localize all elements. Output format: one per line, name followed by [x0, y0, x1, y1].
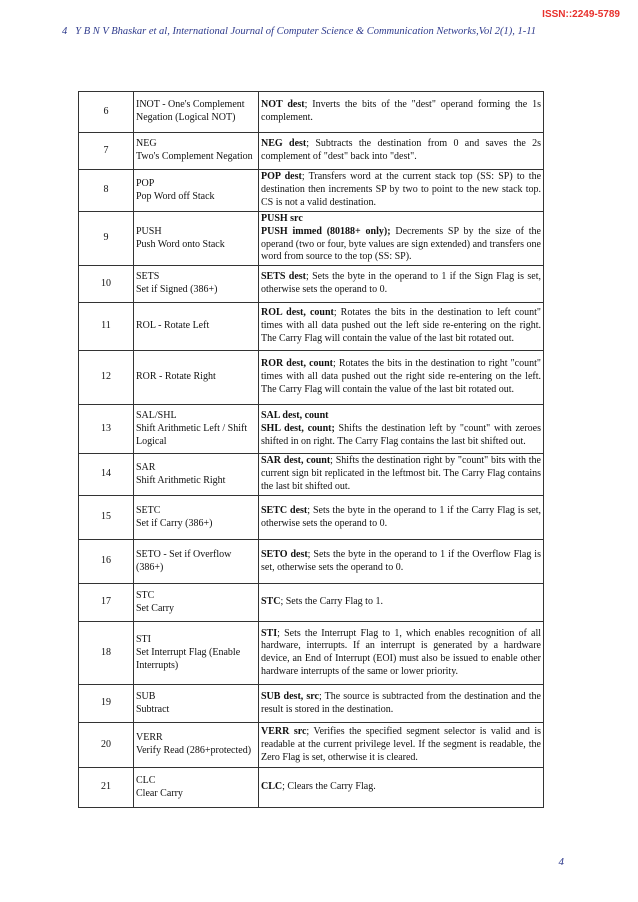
instruction-mnemonic: SUB: [136, 690, 156, 702]
instruction-name: Verify Read (286+protected): [136, 745, 252, 757]
description-cell: [259, 351, 544, 405]
instruction-description: ; Sets the Interrupt Flag to 1, which enables recognition of all hardware, interrupts. If an interrupt is generated by a hardware device, an End of Interrupt (EOI) must also be issued to enable other hardware interrupts of the same or lower priority.: [261, 627, 541, 677]
table-row: [79, 685, 544, 723]
instruction-name: Pop Word off Stack: [136, 190, 215, 202]
row-number: 15: [79, 496, 134, 540]
instruction-name: Subtract: [136, 703, 170, 715]
instruction-syntax: POP dest: [261, 171, 302, 183]
instruction-cell: [134, 212, 259, 266]
instruction-description: ; Rotates the bits in the destination to right "count" times with all data pushed out the right side re-entering on the left. The Carry Flag will contain the value of the last bit rotated out.: [261, 358, 541, 396]
instruction-cell: [134, 540, 259, 584]
table-row: [79, 454, 544, 496]
description-cell: [259, 170, 544, 212]
instruction-syntax: NEG dest: [261, 138, 307, 150]
instruction-syntax: PUSH src: [261, 213, 303, 224]
instruction-mnemonic: SETC: [136, 504, 161, 516]
instruction-mnemonic: STC: [136, 589, 155, 601]
instruction-syntax: SETO dest: [261, 548, 308, 560]
instruction-name: Set if Signed (386+): [136, 284, 218, 296]
description-cell: [259, 405, 544, 454]
instruction-cell: [134, 303, 259, 351]
table-row: [79, 496, 544, 540]
row-number: 21: [79, 768, 134, 808]
row-number: 8: [79, 170, 134, 212]
table-row: [79, 405, 544, 454]
instruction-description: Decrements SP by the size of the operand (two or four, byte values are sign extended) and transfers one word from source to the top (SS: SP).: [261, 225, 541, 263]
instruction-name: Shift Arithmetic Right: [136, 474, 226, 486]
description-cell: [259, 496, 544, 540]
running-header: [62, 26, 588, 37]
instruction-mnemonic: SETS: [136, 271, 160, 283]
instruction-cell: [134, 768, 259, 808]
header-page-number: 4: [62, 26, 68, 37]
instruction-syntax: NOT dest: [261, 99, 305, 111]
instruction-table: [78, 91, 544, 808]
instruction-syntax: VERR src: [261, 725, 307, 737]
instruction-cell: [134, 496, 259, 540]
instruction-table-body: [79, 92, 544, 808]
description-cell: [259, 92, 544, 133]
row-number: 13: [79, 405, 134, 454]
table-row: [79, 92, 544, 133]
description-cell: [259, 454, 544, 496]
instruction-mnemonic: SAL/SHL: [136, 409, 177, 421]
row-number: 14: [79, 454, 134, 496]
table-row: [79, 540, 544, 584]
instruction-syntax: SAR dest, count: [261, 455, 331, 467]
instruction-syntax-alt: SHL dest, count;: [261, 422, 335, 434]
instruction-mnemonic: NEG: [136, 138, 157, 150]
instruction-description: ; The source is subtracted from the destination and the result is stored in the destination.: [261, 690, 541, 715]
instruction-mnemonic: ROR - Rotate Right: [136, 371, 216, 383]
instruction-syntax: ROR dest, count: [261, 358, 333, 370]
instruction-syntax: SUB dest, src: [261, 690, 319, 702]
instruction-description: Shifts the destination left by "count" with zeroes shifted in on right. The Carry Flag contains the last bit shifted out.: [261, 422, 541, 447]
table-row: [79, 622, 544, 685]
instruction-mnemonic: SAR: [136, 461, 156, 473]
description-cell: [259, 540, 544, 584]
instruction-description: ; Sets the byte in the operand to 1 if the Overflow Flag is set, otherwise sets the operand to 0.: [261, 548, 541, 573]
instruction-description: ; Subtracts the destination from 0 and saves the 2s complement of "dest" back into "dest".: [261, 138, 541, 162]
table-row: [79, 212, 544, 266]
row-number: 16: [79, 540, 134, 584]
journal-citation: Y B N V Bhaskar et al, International Journal of Computer Science & Communication Networks,Vol 2(1), 1-11: [75, 26, 536, 37]
table-row: [79, 170, 544, 212]
instruction-mnemonic: STI: [136, 633, 151, 645]
instruction-name: Clear Carry: [136, 787, 183, 799]
instruction-name: Shift Arithmetic Left / Shift Logical: [136, 422, 248, 447]
table-row: [79, 266, 544, 303]
instruction-mnemonic: SETO - Set if Overflow (386+): [136, 548, 232, 573]
instruction-syntax: SETS dest: [261, 271, 306, 283]
instruction-description: ; Sets the Carry Flag to 1.: [280, 596, 383, 608]
instruction-syntax: STI: [261, 627, 278, 639]
instruction-name: Set if Carry (386+): [136, 517, 213, 529]
instruction-syntax: STC: [261, 596, 281, 608]
description-cell: [259, 768, 544, 808]
row-number: 10: [79, 266, 134, 303]
instruction-mnemonic: VERR: [136, 732, 163, 744]
instruction-cell: [134, 584, 259, 622]
row-number: 6: [79, 92, 134, 133]
description-cell: [259, 584, 544, 622]
instruction-description: ; Shifts the destination right by "count" bits with the current sign bit replicated in the leftmost bit. The Carry Flag contains the last bit shifted out.: [261, 455, 541, 493]
instruction-syntax-alt: PUSH immed (80188+ only);: [261, 225, 391, 237]
instruction-description: ; Verifies the specified segment selector is valid and is readable at the current privilege level. If the segment is readable, the Zero Flag is set, otherwise it is cleared.: [261, 725, 541, 763]
instruction-description: ; Transfers word at the current stack top (SS: SP) to the destination then increments SP by two to point to the new stack top. CS is not a valid destination.: [261, 171, 542, 208]
row-number: 17: [79, 584, 134, 622]
instruction-description: ; Sets the byte in the operand to 1 if the Sign Flag is set, otherwise sets the operand to 0.: [261, 271, 541, 296]
instruction-cell: [134, 405, 259, 454]
table-row: [79, 723, 544, 768]
table-row: [79, 303, 544, 351]
description-cell: [259, 266, 544, 303]
instruction-syntax: SAL dest, count: [261, 409, 329, 421]
issn-label: ISSN::2249-5789: [542, 9, 620, 20]
row-number: 18: [79, 622, 134, 685]
instruction-syntax: ROL dest, count: [261, 307, 334, 319]
instruction-cell: [134, 723, 259, 768]
row-number: 9: [79, 212, 134, 266]
instruction-cell: [134, 170, 259, 212]
instruction-name: Two's Complement Negation: [136, 151, 253, 162]
instruction-description: ; Sets the byte in the operand to 1 if the Carry Flag is set, otherwise sets the operand to 0.: [261, 504, 541, 529]
description-cell: [259, 622, 544, 685]
instruction-mnemonic: PUSH: [136, 225, 162, 237]
table-row: [79, 768, 544, 808]
instruction-cell: [134, 685, 259, 723]
instruction-cell: [134, 92, 259, 133]
row-number: 12: [79, 351, 134, 405]
instruction-cell: [134, 266, 259, 303]
instruction-mnemonic: INOT - One's Complement Negation (Logical NOT): [136, 99, 245, 123]
row-number: 7: [79, 133, 134, 170]
instruction-mnemonic: CLC: [136, 774, 156, 786]
description-cell: [259, 685, 544, 723]
description-cell: [259, 723, 544, 768]
instruction-name: Push Word onto Stack: [136, 238, 225, 250]
instruction-name: Set Carry: [136, 602, 175, 614]
instruction-description: ; Clears the Carry Flag.: [282, 781, 376, 793]
instruction-mnemonic: ROL - Rotate Left: [136, 320, 210, 332]
description-cell: [259, 212, 544, 266]
instruction-name: Set Interrupt Flag (Enable Interrupts): [136, 646, 241, 671]
instruction-cell: [134, 454, 259, 496]
row-number: 19: [79, 685, 134, 723]
table-row: [79, 133, 544, 170]
instruction-syntax: CLC: [261, 781, 283, 793]
row-number: 11: [79, 303, 134, 351]
instruction-syntax: SETC dest: [261, 504, 308, 516]
table-row: [79, 584, 544, 622]
row-number: 20: [79, 723, 134, 768]
table-row: [79, 351, 544, 405]
instruction-description: ; Rotates the bits in the destination to left count" times with all data pushed out the left side re-entering on the right. The Carry Flag will contain the value of the last bit rotated out.: [261, 307, 542, 345]
instruction-cell: [134, 622, 259, 685]
instruction-description: ; Inverts the bits of the "dest" operand forming the 1s complement.: [261, 99, 541, 123]
description-cell: [259, 303, 544, 351]
footer-page-number: 4: [558, 856, 564, 868]
instruction-mnemonic: POP: [136, 177, 155, 189]
description-cell: [259, 133, 544, 170]
instruction-cell: [134, 351, 259, 405]
instruction-cell: [134, 133, 259, 170]
